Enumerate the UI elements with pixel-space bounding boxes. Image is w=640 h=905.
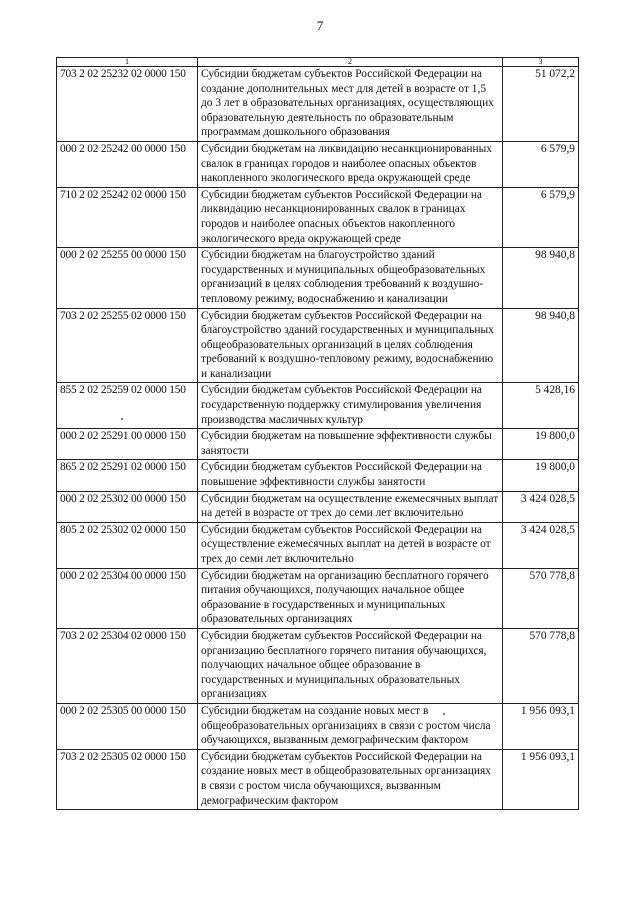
budget-code: 855 2 02 25259 02 0000 150 (57, 383, 198, 429)
table-row (57, 703, 579, 749)
revenue-name: Субсидии бюджетам субъектов Российской Федерации на организацию бесплатного горячего питания обучающихся, получающих начальное общее образование в государственных и муниципальных образовательных организациях (198, 628, 503, 703)
budget-code: 000 2 02 25242 00 0000 150 (57, 141, 198, 187)
budget-code: 710 2 02 25242 02 0000 150 (57, 187, 198, 247)
amount: 6 579,9 (503, 141, 579, 187)
budget-code: 703 2 02 25305 02 0000 150 (57, 749, 198, 809)
table-row (57, 628, 579, 703)
revenue-name: Субсидии бюджетам субъектов Российской Федерации на благоустройство зданий государственных и муниципальных общеобразовательных организаций в целях соблюдения требований к воздушно-тепловому режиму, водоснабжению и канализации (198, 308, 503, 383)
table-row (57, 460, 579, 491)
budget-code: 703 2 02 25232 02 0000 150 (57, 67, 198, 142)
revenue-name: Субсидии бюджетам субъектов Российской Федерации на создание дополнительных мест для детей в возрасте от 1,5 до 3 лет в образовательных организациях, осуществляющих образовательную деятельность по образовательным программам дошкольного образования (198, 67, 503, 142)
table-row (57, 248, 579, 308)
amount: 6 579,9 (503, 187, 579, 247)
table-row (57, 141, 579, 187)
budget-code: 000 2 02 25305 00 0000 150 (57, 703, 198, 749)
amount: 51 072,2 (503, 67, 579, 142)
amount: 570 778,8 (503, 628, 579, 703)
column-header-code: 1 (57, 58, 198, 67)
revenue-name: Субсидии бюджетам субъектов Российской Федерации на государственную поддержку стимулирования увеличения производства масличных культур (198, 383, 503, 429)
amount: 98 940,8 (503, 308, 579, 383)
revenue-name: Субсидии бюджетам на благоустройство зданий государственных и муниципальных общеобразовательных организаций в целях соблюдения требований к воздушно-тепловому режиму, водоснабжению и канализации (198, 248, 503, 308)
revenue-name: Субсидии бюджетам на повышение эффективности службы занятости (198, 429, 503, 460)
amount: 3 424 028,5 (503, 491, 579, 522)
amount: 1 956 093,1 (503, 703, 579, 749)
amount: 1 956 093,1 (503, 749, 579, 809)
column-header-name: 2 (198, 58, 503, 67)
budget-code: 703 2 02 25304 02 0000 150 (57, 628, 198, 703)
revenue-name: Субсидии бюджетам на ликвидацию несанкционированных свалок в границах городов и наиболее опасных объектов накопленного экологического вреда окружающей среде (198, 141, 503, 187)
scan-speck (121, 418, 123, 420)
budget-code: 865 2 02 25291 02 0000 150 (57, 460, 198, 491)
scan-speck (443, 713, 445, 715)
revenue-name: Субсидии бюджетам субъектов Российской Федерации на повышение эффективности службы занятости (198, 460, 503, 491)
table-row (57, 522, 579, 568)
budget-code: 805 2 02 25302 02 0000 150 (57, 522, 198, 568)
revenue-name: Субсидии бюджетам на осуществление ежемесячных выплат на детей в возрасте от трех до семи лет включительно (198, 491, 503, 522)
amount: 5 428,16 (503, 383, 579, 429)
amount: 98 940,8 (503, 248, 579, 308)
budget-code: 000 2 02 25291 00 0000 150 (57, 429, 198, 460)
table-row (57, 568, 579, 628)
budget-code: 703 2 02 25255 02 0000 150 (57, 308, 198, 383)
table-header (57, 58, 579, 67)
revenue-name: Субсидии бюджетам на организацию бесплатного горячего питания обучающихся, получающих начальное общее образование в государственных и муниципальных образовательных организациях (198, 568, 503, 628)
table-row (57, 187, 579, 247)
table-row (57, 429, 579, 460)
amount: 570 778,8 (503, 568, 579, 628)
page-number: 7 (316, 18, 324, 33)
budget-table (56, 57, 579, 810)
header-row (57, 58, 579, 67)
table-row (57, 67, 579, 142)
revenue-name: Субсидии бюджетам субъектов Российской Федерации на ликвидацию несанкционированных свалок в границах городов и наиболее опасных объектов накопленного экологического вреда окружающей среде (198, 187, 503, 247)
revenue-name: Субсидии бюджетам субъектов Российской Федерации на создание новых мест в общеобразовательных организациях в связи с ростом числа обучающихся, вызванным демографическим фактором (198, 749, 503, 809)
amount: 19 800,0 (503, 460, 579, 491)
table-body (57, 67, 579, 810)
amount: 19 800,0 (503, 429, 579, 460)
revenue-name: Субсидии бюджетам на создание новых мест в общеобразовательных организациях в связи с ростом числа обучающихся, вызванным демографическим фактором (198, 703, 503, 749)
column-header-amount: 3 (503, 58, 579, 67)
table-row (57, 383, 579, 429)
table-row (57, 749, 579, 809)
budget-code: 000 2 02 25255 00 0000 150 (57, 248, 198, 308)
budget-code: 000 2 02 25304 00 0000 150 (57, 568, 198, 628)
budget-code: 000 2 02 25302 00 0000 150 (57, 491, 198, 522)
revenue-name: Субсидии бюджетам субъектов Российской Федерации на осуществление ежемесячных выплат на детей в возрасте от трех до семи лет включительно (198, 522, 503, 568)
table-row (57, 491, 579, 522)
amount: 3 424 028,5 (503, 522, 579, 568)
table-row (57, 308, 579, 383)
